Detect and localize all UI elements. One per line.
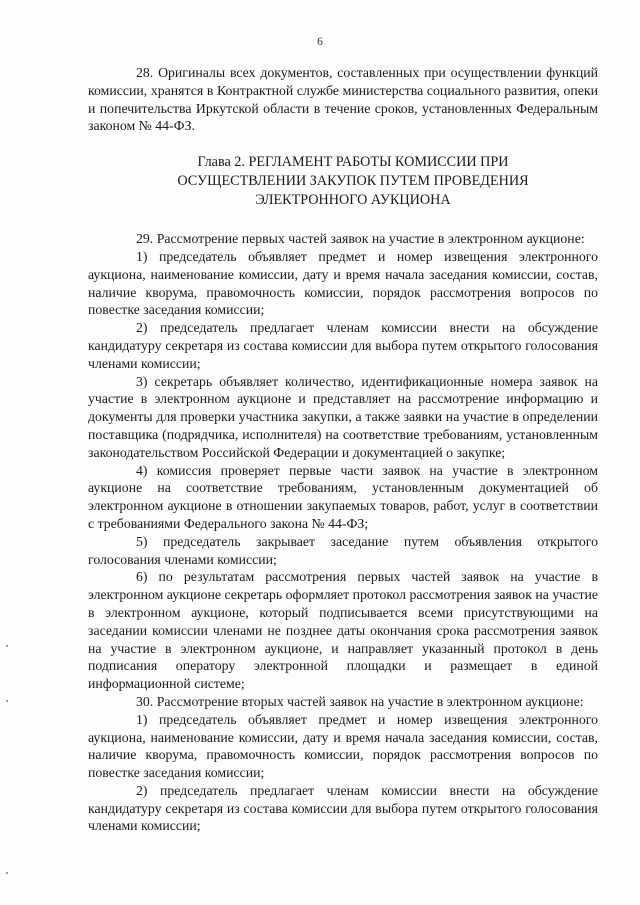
scan-mark xyxy=(6,700,8,702)
paragraph-30-item-1: 1) председатель объявляет предмет и номер извещения электронного аукциона, наименование комиссии, дату и время начала заседания комиссии, состав, наличие кворума, правомочность комиссии, порядок рассмотрения вопросов по повестке заседания комиссии; xyxy=(88,711,598,781)
paragraph-30-item-2: 2) председатель предлагает членам комиссии внести на обсуждение кандидатуру секретаря из состава комиссии для выбора путем открытого голосования членами комиссии; xyxy=(88,782,598,834)
paragraph-29-item-2: 2) председатель предлагает членам комиссии внести на обсуждение кандидатуру секретаря из состава комиссии для выбора путем открытого голосования членами комиссии; xyxy=(88,320,598,371)
document-body xyxy=(88,64,598,835)
chapter-heading: Глава 2. РЕГЛАМЕНТ РАБОТЫ КОМИССИИ ПРИ ОСУЩЕСТВЛЕНИИ ЗАКУПОК ПУТЕМ ПРОВЕДЕНИЯ ЭЛЕКТРОННОГО АУКЦИОНА xyxy=(177,154,529,209)
paragraph-28: 28. Оригиналы всех документов, составленных при осуществлении функций комиссии, хранятся в Контрактной службе министерства социального развития, опеки и попечительства Иркутской области в течение сроков, установленных Федеральным законом № 44-ФЗ. xyxy=(88,65,598,134)
paragraph-29-item-4: 4) комиссия проверяет первые части заявок на участие в электронном аукционе на соответствие требованиям, установленным документацией об электронном аукционе в отношении закупаемых товаров, работ, услуг в соответствии с требованиями Федерального закона № 44-ФЗ; xyxy=(88,462,598,531)
paragraph-29-item-1: 1) председатель объявляет предмет и номер извещения электронного аукциона, наименование комиссии, дату и время начала заседания комиссии, состав, наличие кворума, правомочность комиссии, порядок рассмотрения вопросов по повестке заседания комиссии; xyxy=(88,248,598,318)
scan-mark xyxy=(6,872,8,874)
paragraph-29-item-6: 6) по результатам рассмотрения первых частей заявок на участие в электронном аукционе секретарь оформляет протокол рассмотрения заявок на участие в электронном аукционе, который подписывается всеми присутствующими на заседании комиссии членами не позднее даты окончания срока рассмотрения заявок на участие в электронном аукционе, и направляет указанный протокол в день подписания оператору электронной площадки и размещает в единой информационной системе; xyxy=(88,569,598,692)
page-number: 6 xyxy=(317,36,323,48)
paragraph-30: 30. Рассмотрение вторых частей заявок на участие в электронном аукционе: xyxy=(136,693,584,709)
paragraph-29: 29. Рассмотрение первых частей заявок на участие в электронном аукционе: xyxy=(136,231,585,247)
scan-mark xyxy=(6,645,8,647)
paragraph-29-item-3: 3) секретарь объявляет количество, идентификационные номера заявок на участие в электронном аукционе и представляет на рассмотрение информацию и документы для проверки участника закупки, а также заявки на участие в определении поставщика (подрядчика, исполнителя) на соответствие требованиям, установленным законодательством Российской Федерации и документацией о закупке; xyxy=(88,373,598,460)
paragraph-29-item-5: 5) председатель закрывает заседание путем объявления открытого голосования членами комиссии; xyxy=(88,533,598,567)
